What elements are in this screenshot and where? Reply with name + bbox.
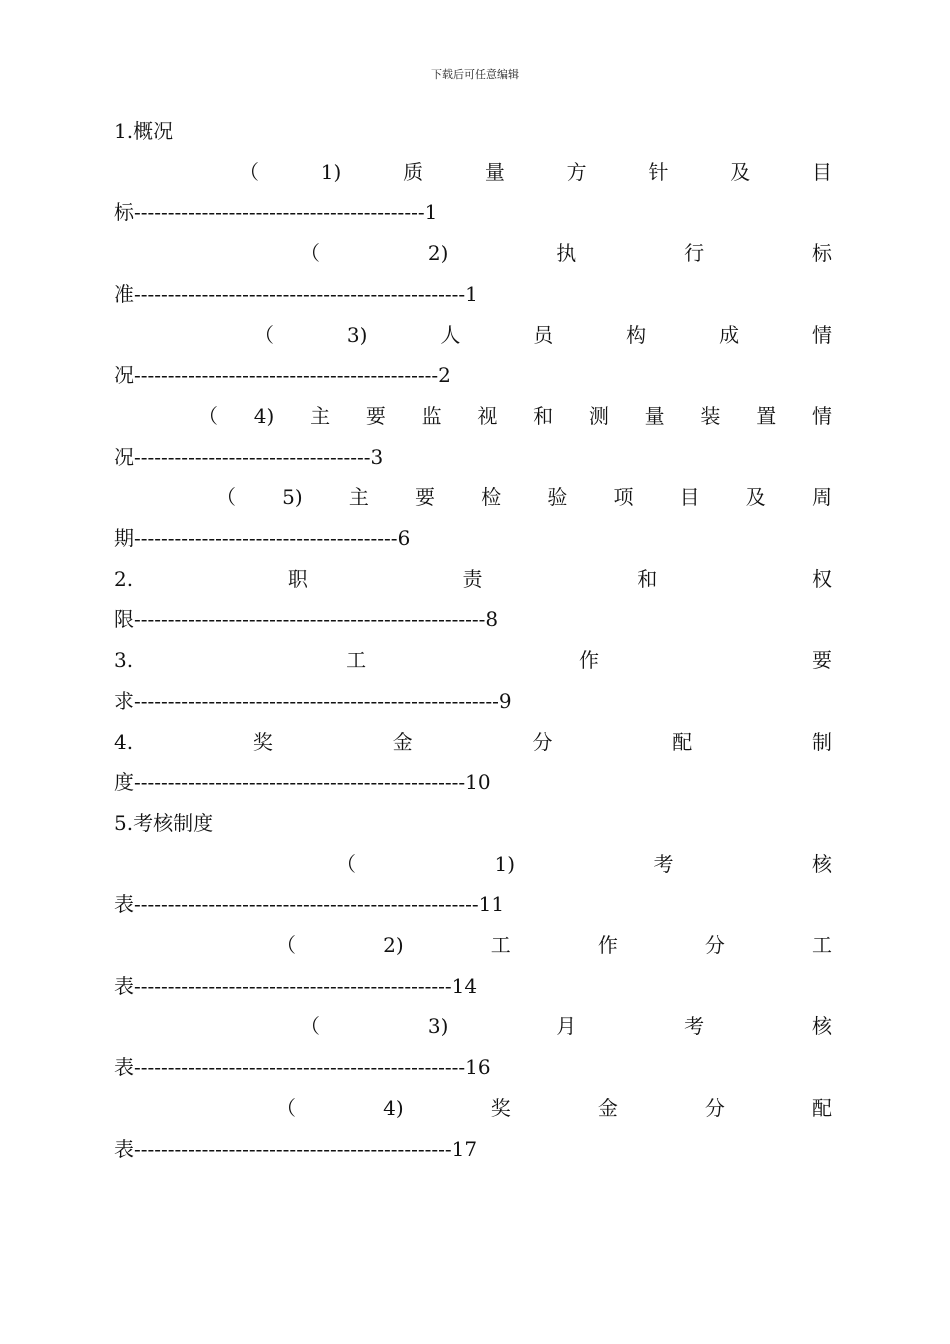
toc-entry-title — [198, 401, 832, 431]
toc-entry-tail: 况 — [114, 444, 134, 469]
toc-entry-title — [254, 320, 832, 350]
toc-title-char: 配 — [672, 729, 693, 754]
toc-entry-leader — [114, 360, 832, 390]
toc-title-char: 4) — [253, 403, 275, 428]
toc-page-number: 16 — [465, 1055, 491, 1080]
toc-page-number: 17 — [451, 1136, 478, 1161]
toc-entry-title — [300, 238, 832, 268]
toc-entry-leader — [114, 767, 832, 797]
toc-title-char: 目 — [679, 485, 700, 510]
toc-title-char: 项 — [613, 485, 634, 510]
toc-title-char: （ — [276, 933, 296, 957]
toc-entry-leader — [114, 971, 832, 1001]
toc-entry-title — [114, 564, 832, 594]
toc-title-char: 主 — [310, 403, 331, 428]
toc-title-char: 1) — [320, 159, 342, 184]
toc-title-char: 及 — [730, 159, 751, 184]
toc-page-number: 3 — [370, 444, 384, 469]
toc-title-char: 要 — [365, 403, 386, 428]
toc-title-char: 目 — [812, 159, 832, 184]
toc-entry-leader — [114, 1052, 832, 1082]
toc-entry-leader — [114, 604, 832, 634]
toc-title-char: 3) — [346, 322, 368, 347]
toc-title-char: 量 — [644, 403, 665, 428]
toc-title-char: 和 — [533, 403, 554, 428]
toc-title-char: 配 — [812, 1095, 832, 1120]
toc-title-char: 验 — [547, 485, 568, 510]
toc-title-char: 2) — [383, 933, 404, 957]
toc-entry-leader — [114, 686, 832, 716]
toc-dot-leader: ------------------------------------------------- — [134, 1055, 466, 1080]
toc-title-char: 装 — [700, 403, 721, 428]
toc-title-char: 视 — [477, 403, 498, 428]
toc-dot-leader: ------------------------------------------- — [134, 200, 425, 225]
toc-title-char: 权 — [811, 566, 832, 591]
toc-entry-title — [114, 645, 832, 675]
toc-title-char: 4. — [114, 729, 134, 754]
toc-entry-tail: 表 — [114, 1136, 134, 1161]
toc-title-char: 作 — [579, 648, 600, 673]
toc-title-char: 监 — [421, 403, 442, 428]
toc-dot-leader: ----------------------------------- — [134, 444, 371, 469]
toc-title-char: 核 — [811, 851, 832, 876]
toc-title-char: 金 — [597, 1095, 618, 1120]
toc-entry-tail: 准 — [114, 281, 134, 306]
toc-title-char: （ — [276, 1095, 296, 1120]
toc-page-number: 9 — [498, 688, 512, 713]
toc-entry-title — [276, 1093, 832, 1123]
toc-entry-title — [239, 157, 832, 187]
toc-title-char: （ — [300, 1014, 320, 1039]
toc-title-char: 分 — [704, 1095, 725, 1120]
toc-entry-title — [216, 482, 832, 512]
toc-title-char: 3. — [114, 648, 134, 673]
toc-title-char: 金 — [392, 729, 413, 754]
toc-title-char: 2) — [427, 241, 449, 266]
toc-page-number: 11 — [478, 892, 505, 917]
toc-title-char: 测 — [588, 403, 609, 428]
toc-entry-tail: 表 — [114, 973, 134, 998]
toc-title-char: 执 — [556, 241, 577, 266]
toc-title-char: 4) — [383, 1095, 404, 1120]
toc-title-char: 要 — [415, 485, 435, 510]
toc-title-char: 责 — [462, 566, 483, 591]
toc-entry-leader — [114, 279, 832, 309]
toc-title-char: 情 — [811, 322, 832, 347]
toc-dot-leader: --------------------------------------------- — [134, 363, 439, 388]
toc-entry-tail: 况 — [114, 363, 134, 388]
toc-section-heading: 5.考核制度 — [114, 810, 214, 835]
toc-title-char: 主 — [348, 485, 369, 510]
toc-entry-leader — [114, 197, 832, 227]
toc-dot-leader: ------------------------------------------------------ — [134, 688, 499, 713]
toc-title-char: 分 — [704, 933, 725, 957]
toc-entry-tail: 期 — [114, 526, 134, 550]
toc-title-char: 要 — [812, 648, 832, 673]
toc-title-char: （ — [336, 851, 356, 876]
toc-title-char: 成 — [719, 322, 740, 347]
toc-entry-leader — [114, 442, 832, 472]
toc-title-char: 分 — [532, 729, 553, 754]
toc-title-char: 和 — [637, 566, 658, 591]
toc-entry-leader — [114, 889, 832, 919]
toc-page-number: 8 — [485, 607, 499, 632]
toc-title-char: （ — [300, 241, 320, 266]
toc-title-char: 3) — [427, 1014, 449, 1039]
toc-title-char: 质 — [403, 159, 424, 184]
toc-title-char: 构 — [626, 322, 647, 347]
toc-entry-title — [336, 849, 832, 879]
toc-entry-tail: 限 — [114, 607, 134, 632]
toc-dot-leader: --------------------------------------------------- — [134, 892, 479, 917]
toc-title-char: 人 — [440, 322, 461, 347]
toc-dot-leader: ------------------------------------------------- — [134, 281, 466, 306]
toc-title-char: （ — [216, 485, 236, 510]
toc-title-char: 1) — [494, 851, 516, 876]
toc-title-char: （ — [198, 403, 218, 428]
toc-title-char: 方 — [566, 159, 587, 184]
toc-title-char: 月 — [556, 1014, 577, 1039]
toc-entry-leader — [114, 523, 832, 553]
toc-title-char: 2. — [114, 566, 134, 591]
toc-title-char: （ — [254, 322, 274, 347]
toc-title-char: 制 — [812, 729, 832, 754]
toc-entry-tail: 表 — [114, 1055, 134, 1080]
toc-title-char: 5) — [282, 485, 303, 510]
toc-entry-tail: 度 — [114, 770, 134, 795]
toc-dot-leader: ---------------------------------------------------- — [134, 607, 486, 632]
toc-section-heading: 1.概况 — [114, 119, 174, 143]
toc-title-char: 量 — [484, 159, 505, 184]
toc-page-number: 14 — [451, 973, 478, 998]
toc-title-char: 职 — [287, 566, 308, 591]
toc-dot-leader: --------------------------------------- — [134, 526, 398, 550]
toc-entry-title — [276, 930, 832, 960]
toc-title-char: （ — [239, 159, 259, 184]
toc-title-char: 核 — [811, 1014, 832, 1039]
toc-title-char: 情 — [811, 403, 832, 428]
toc-entry-tail: 求 — [114, 688, 134, 713]
toc-entry-title — [300, 1011, 832, 1041]
toc-title-char: 奖 — [490, 1095, 511, 1120]
toc-title-char: 员 — [533, 322, 554, 347]
toc-page-number: 10 — [465, 770, 491, 795]
toc-title-char: 工 — [346, 648, 367, 673]
toc-page-number: 2 — [438, 363, 451, 388]
toc-title-char: 工 — [812, 933, 832, 957]
toc-entry-tail: 标 — [114, 200, 134, 225]
toc-title-char: 置 — [756, 403, 777, 428]
page-header: 下载后可任意编辑 — [431, 68, 519, 81]
toc-title-char: 周 — [811, 485, 832, 510]
toc-dot-leader: ------------------------------------------------- — [134, 770, 466, 795]
toc-title-char: 针 — [648, 159, 669, 184]
toc-title-char: 考 — [653, 851, 674, 876]
toc-entry-tail: 表 — [114, 892, 134, 917]
toc-title-char: 奖 — [252, 729, 273, 754]
toc-title-char: 行 — [684, 241, 705, 266]
toc-page-number: 6 — [397, 526, 411, 550]
toc-title-char: 工 — [490, 933, 511, 957]
toc-title-char: 检 — [481, 485, 502, 510]
toc-dot-leader: ----------------------------------------------- — [134, 1136, 452, 1161]
toc-title-char: 考 — [684, 1014, 705, 1039]
toc-page-number: 1 — [465, 281, 478, 306]
toc-dot-leader: ----------------------------------------------- — [134, 973, 452, 998]
toc-title-char: 作 — [597, 933, 618, 957]
toc-entry-title — [114, 727, 832, 757]
toc-title-char: 标 — [811, 241, 832, 266]
toc-title-char: 及 — [745, 485, 766, 510]
toc-page-number: 1 — [424, 200, 438, 225]
toc-entry-leader — [114, 1134, 832, 1164]
